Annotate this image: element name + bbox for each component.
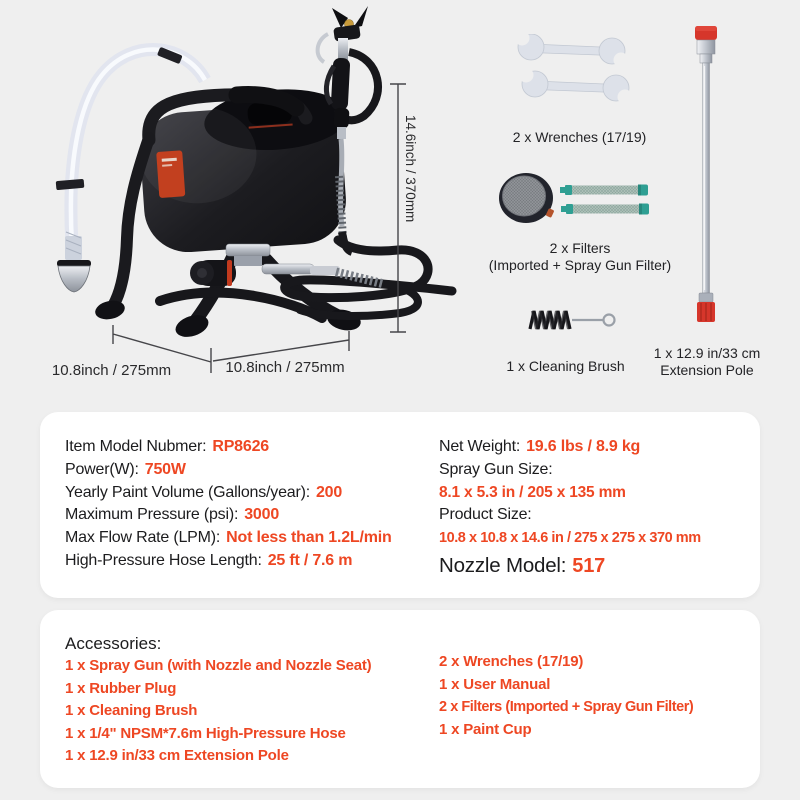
accessory-item: 2 x Filters (Imported + Spray Gun Filter) [439,699,694,716]
filters-label-line2: (Imported + Spray Gun Filter) [488,256,672,273]
extension-pole-label-line1: 1 x 12.9 in/33 cm [653,345,761,361]
extension-pole-icon [688,26,724,328]
spec-row [439,436,701,459]
accessories-column-left [65,632,371,768]
accessories-card [40,610,760,788]
tube-filters-icon [560,181,652,219]
spec-row [65,527,392,550]
spec-label: High-Pressure Hose Length: [65,551,262,569]
nozzle-model-row [439,553,701,579]
extension-pole-label [633,345,781,378]
spec-value: Not less than 1.2L/min [226,529,392,547]
nozzle-model-label: Nozzle Model: [439,553,567,577]
cleaning-brush-icon [527,305,619,335]
spec-row [65,436,392,459]
base-left-dimension-label: 10.8inch / 275mm [51,362,172,379]
height-dimension-label: 14.6inch / 370mm [403,115,418,223]
spec-value: 200 [315,483,343,501]
accessory-item: 1 x User Manual [439,675,551,693]
spec-label: Power(W): [65,460,139,478]
product-illustration [0,0,460,400]
spec-label: Item Model Nubmer: [65,438,207,455]
spec-row [65,459,392,482]
accessory-item: 1 x Cleaning Brush [65,702,198,720]
accessory-item: 2 x Wrenches (17/19) [439,653,584,670]
wrenches-icon [515,34,637,112]
spec-label: Max Flow Rate (LPM): [65,529,221,547]
spec-label: Maximum Pressure (psi): [65,506,239,524]
spec-value: RP8626 [212,438,269,455]
spec-row [65,504,392,527]
spec-card [40,412,760,598]
spec-label: Yearly Paint Volume (Gallons/year): [65,483,310,501]
spec-row [65,550,392,573]
spec-value: 750W [144,460,186,478]
spec-label: Net Weight: [439,438,521,455]
filter-disc-icon [498,172,556,226]
spec-value: 19.6 lbs / 8.9 kg [526,438,641,455]
spec-column-right [439,436,701,579]
spec-value: 25 ft / 7.6 m [267,551,353,569]
accessory-item: 1 x 1/4" NPSM*7.6m High-Pressure Hose [65,724,346,742]
wrenches-label: 2 x Wrenches (17/19) [512,129,647,145]
filters-label-line1: 2 x Filters [549,240,611,256]
spec-column-left [65,436,392,573]
spec-value: 10.8 x 10.8 x 14.6 in / 275 x 275 x 370 mm [439,530,701,547]
cleaning-brush-label: 1 x Cleaning Brush [506,358,625,374]
nozzle-model-value: 517 [572,554,606,577]
base-right-dimension-label: 10.8inch / 275mm [225,359,345,376]
accessory-item: 1 x 12.9 in/33 cm Extension Pole [65,747,289,765]
spec-row [439,459,701,482]
spec-label: Product Size: [439,506,532,524]
accessories-column-right [439,651,693,741]
spec-row [65,482,392,505]
spec-label: Spray Gun Size: [439,460,553,478]
accessory-item: 1 x Paint Cup [439,720,532,738]
accessory-item: 1 x Spray Gun (with Nozzle and Nozzle Seat) [65,657,372,674]
accessory-item: 1 x Rubber Plug [65,679,177,697]
spec-row [439,504,701,527]
spec-value: 8.1 x 5.3 in / 205 x 135 mm [439,483,626,501]
accessories-title: Accessories: [65,634,162,653]
spec-value: 3000 [244,506,280,524]
filters-label [470,240,690,273]
extension-pole-label-line2: Extension Pole [660,361,754,378]
